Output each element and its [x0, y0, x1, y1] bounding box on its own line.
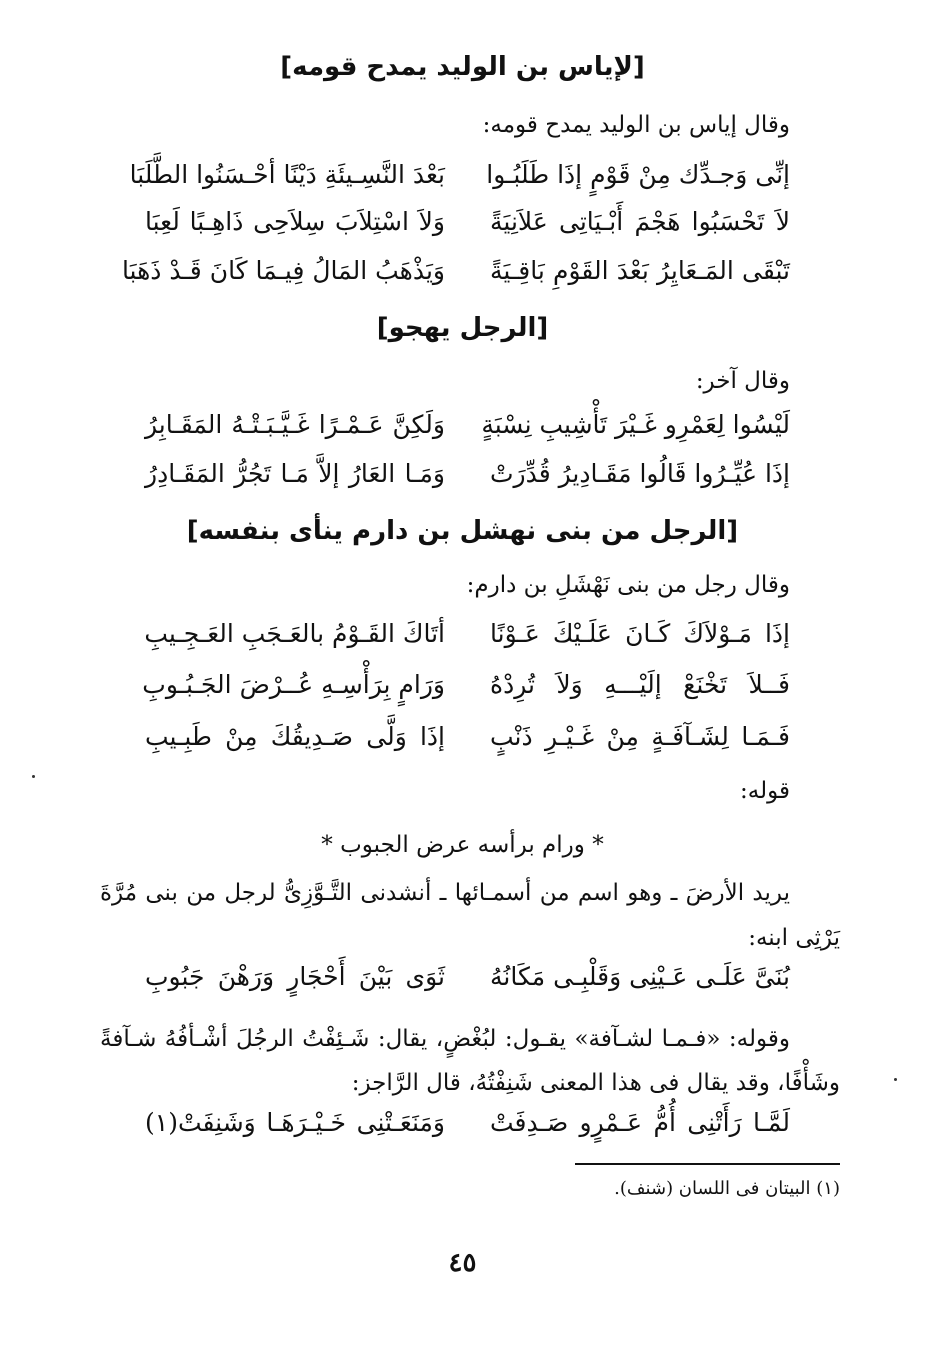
first-hemistich: لاَ تَحْسَبُوا هَجْمَ أَبْـيَاتِى عَلاَنِيَةً [490, 207, 790, 236]
paragraph-line: يَرْثِى ابنه: [748, 925, 840, 951]
section-heading: [الرجل يهجو] [376, 313, 549, 343]
page-number: ٤٥ [448, 1248, 477, 1278]
verse-line [145, 722, 790, 762]
verse-line [145, 459, 790, 499]
scan-speck [32, 775, 35, 778]
commentary-label: قوله: [740, 778, 790, 804]
intro-text: وقال إياس بن الوليد يمدح قومه: [482, 112, 790, 138]
paragraph-line: وشَأْفًا، وقد يقال فى هذا المعنى شَنِفْتُهُ، قال الرَّاجز: [351, 1070, 840, 1096]
section-heading: [الرجل من بنى نهشل بن دارم ينأى بنفسه] [186, 516, 739, 546]
first-hemistich: إذَا مَـوْلاَكَ كَـانَ عَلَـيْكَ عَـوْنًا [490, 619, 790, 648]
footnote: (١) البيتان فى اللسان (شنف). [614, 1178, 840, 1199]
second-hemistich: ثَوَى بَيْنَ أَحْجَارٍ وَرَهْنَ جَبُوبِ [145, 962, 445, 991]
first-hemistich: لَيْسُوا لِعَمْرِو غَـيْرَ تَأْشِيبِ نِسْبَةٍ [481, 410, 790, 439]
intro-text: وقال رجل من بنى نَهْشَلِ بن دارم: [466, 572, 790, 598]
paragraph-line: وقوله: «فـمـا لشـآفة» يقـول: لبُغْضٍ، يقال: شَـئِفْتُ الرجُلَ أشْـأفُهُ شـآفةً [100, 1026, 790, 1052]
first-hemistich: بُنَىَّ عَلَـى عَـيْنِى وَقَلْبِـى مَكَانُهُ [490, 962, 790, 991]
second-hemistich: وَرَامٍ بِرَأْسِـهِ عُــرْضَ الجَـبُـوبِ [142, 670, 445, 699]
first-hemistich: إنِّى وَجـدِّك مِنْ قَوْمٍ إذَا طَلَبُـوا [486, 160, 790, 189]
second-hemistich: وَلَكِنَّ عَـمْـرًا غَـيَّـبَـتْـهُ المَقَـابِرُ [145, 410, 445, 439]
second-hemistich: أتَاكَ القَـوْمُ بالعَـجَبِ العَـجِـيبِ [144, 619, 445, 648]
second-hemistich: إذَا وَلَّى صَـدِيقُكَ مِنْ طَبِـيبِ [145, 722, 445, 751]
verse-line [145, 962, 790, 1002]
quoted-hemistich: * ورام برأسه عرض الجبوب * [321, 832, 604, 858]
first-hemistich: فَـمَـا لِشَـآفَـةٍ مِنْ غَـيْـرِ ذَنْبٍ [490, 722, 790, 751]
second-hemistich: وَلاَ اسْتِلاَبَ سِلاَحِى ذَاهِـبًا لَعِبَا [145, 207, 445, 236]
verse-line [145, 410, 790, 450]
first-hemistich: تَبْقَى المَـعَايِرُ بَعْدَ القَوْمِ بَاقِـيَةً [490, 256, 790, 285]
first-hemistich: فَــلاَ تَخْنَعْ إلَيْـــهِ وَلاَ تُرِدْهُ [490, 670, 790, 699]
section-heading: [لإياس بن الوليد يمدح قومه] [280, 52, 645, 82]
intro-text: وقال آخر: [695, 368, 790, 394]
verse-line [121, 256, 790, 296]
verse-line [129, 160, 790, 200]
scan-speck [894, 1078, 897, 1081]
verse-line [142, 670, 790, 710]
verse-line [145, 1108, 790, 1148]
second-hemistich: وَمَـا العَارُ إلاَّ مَـا تَجُرُّ المَقَـادِرُ [145, 459, 445, 488]
footnote-divider [575, 1163, 840, 1165]
first-hemistich: إذَا عُيِّـرُوا قَالُوا مَقَـادِيرُ قُدِّرَتْ [490, 459, 790, 488]
second-hemistich: وَمَنَعَـتْنِى خَـيْـرَهَـا وَشَنِفَتْ(١) [145, 1108, 445, 1137]
first-hemistich: لَمَّـا رَأَتْنِى أُمُّ عَـمْرٍو صَـدِفَتْ [490, 1108, 790, 1137]
second-hemistich: وَيَذْهَبُ المَالُ فِيـمَا كَانَ قَـدْ ذَهَبَا [121, 256, 445, 285]
verse-line [145, 207, 790, 247]
second-hemistich: بَعْدَ النَّسِـيئَةِ دَيْنًا أحْـسَنُوا الطَّلَبَا [129, 160, 445, 189]
verse-line [145, 619, 790, 659]
paragraph-line: يريد الأرضَ ـ وهو اسم من أسمـائها ـ أنشدنى التَّـوَّزِىُّ لرجل من بنى مُرَّةَ [100, 880, 790, 906]
